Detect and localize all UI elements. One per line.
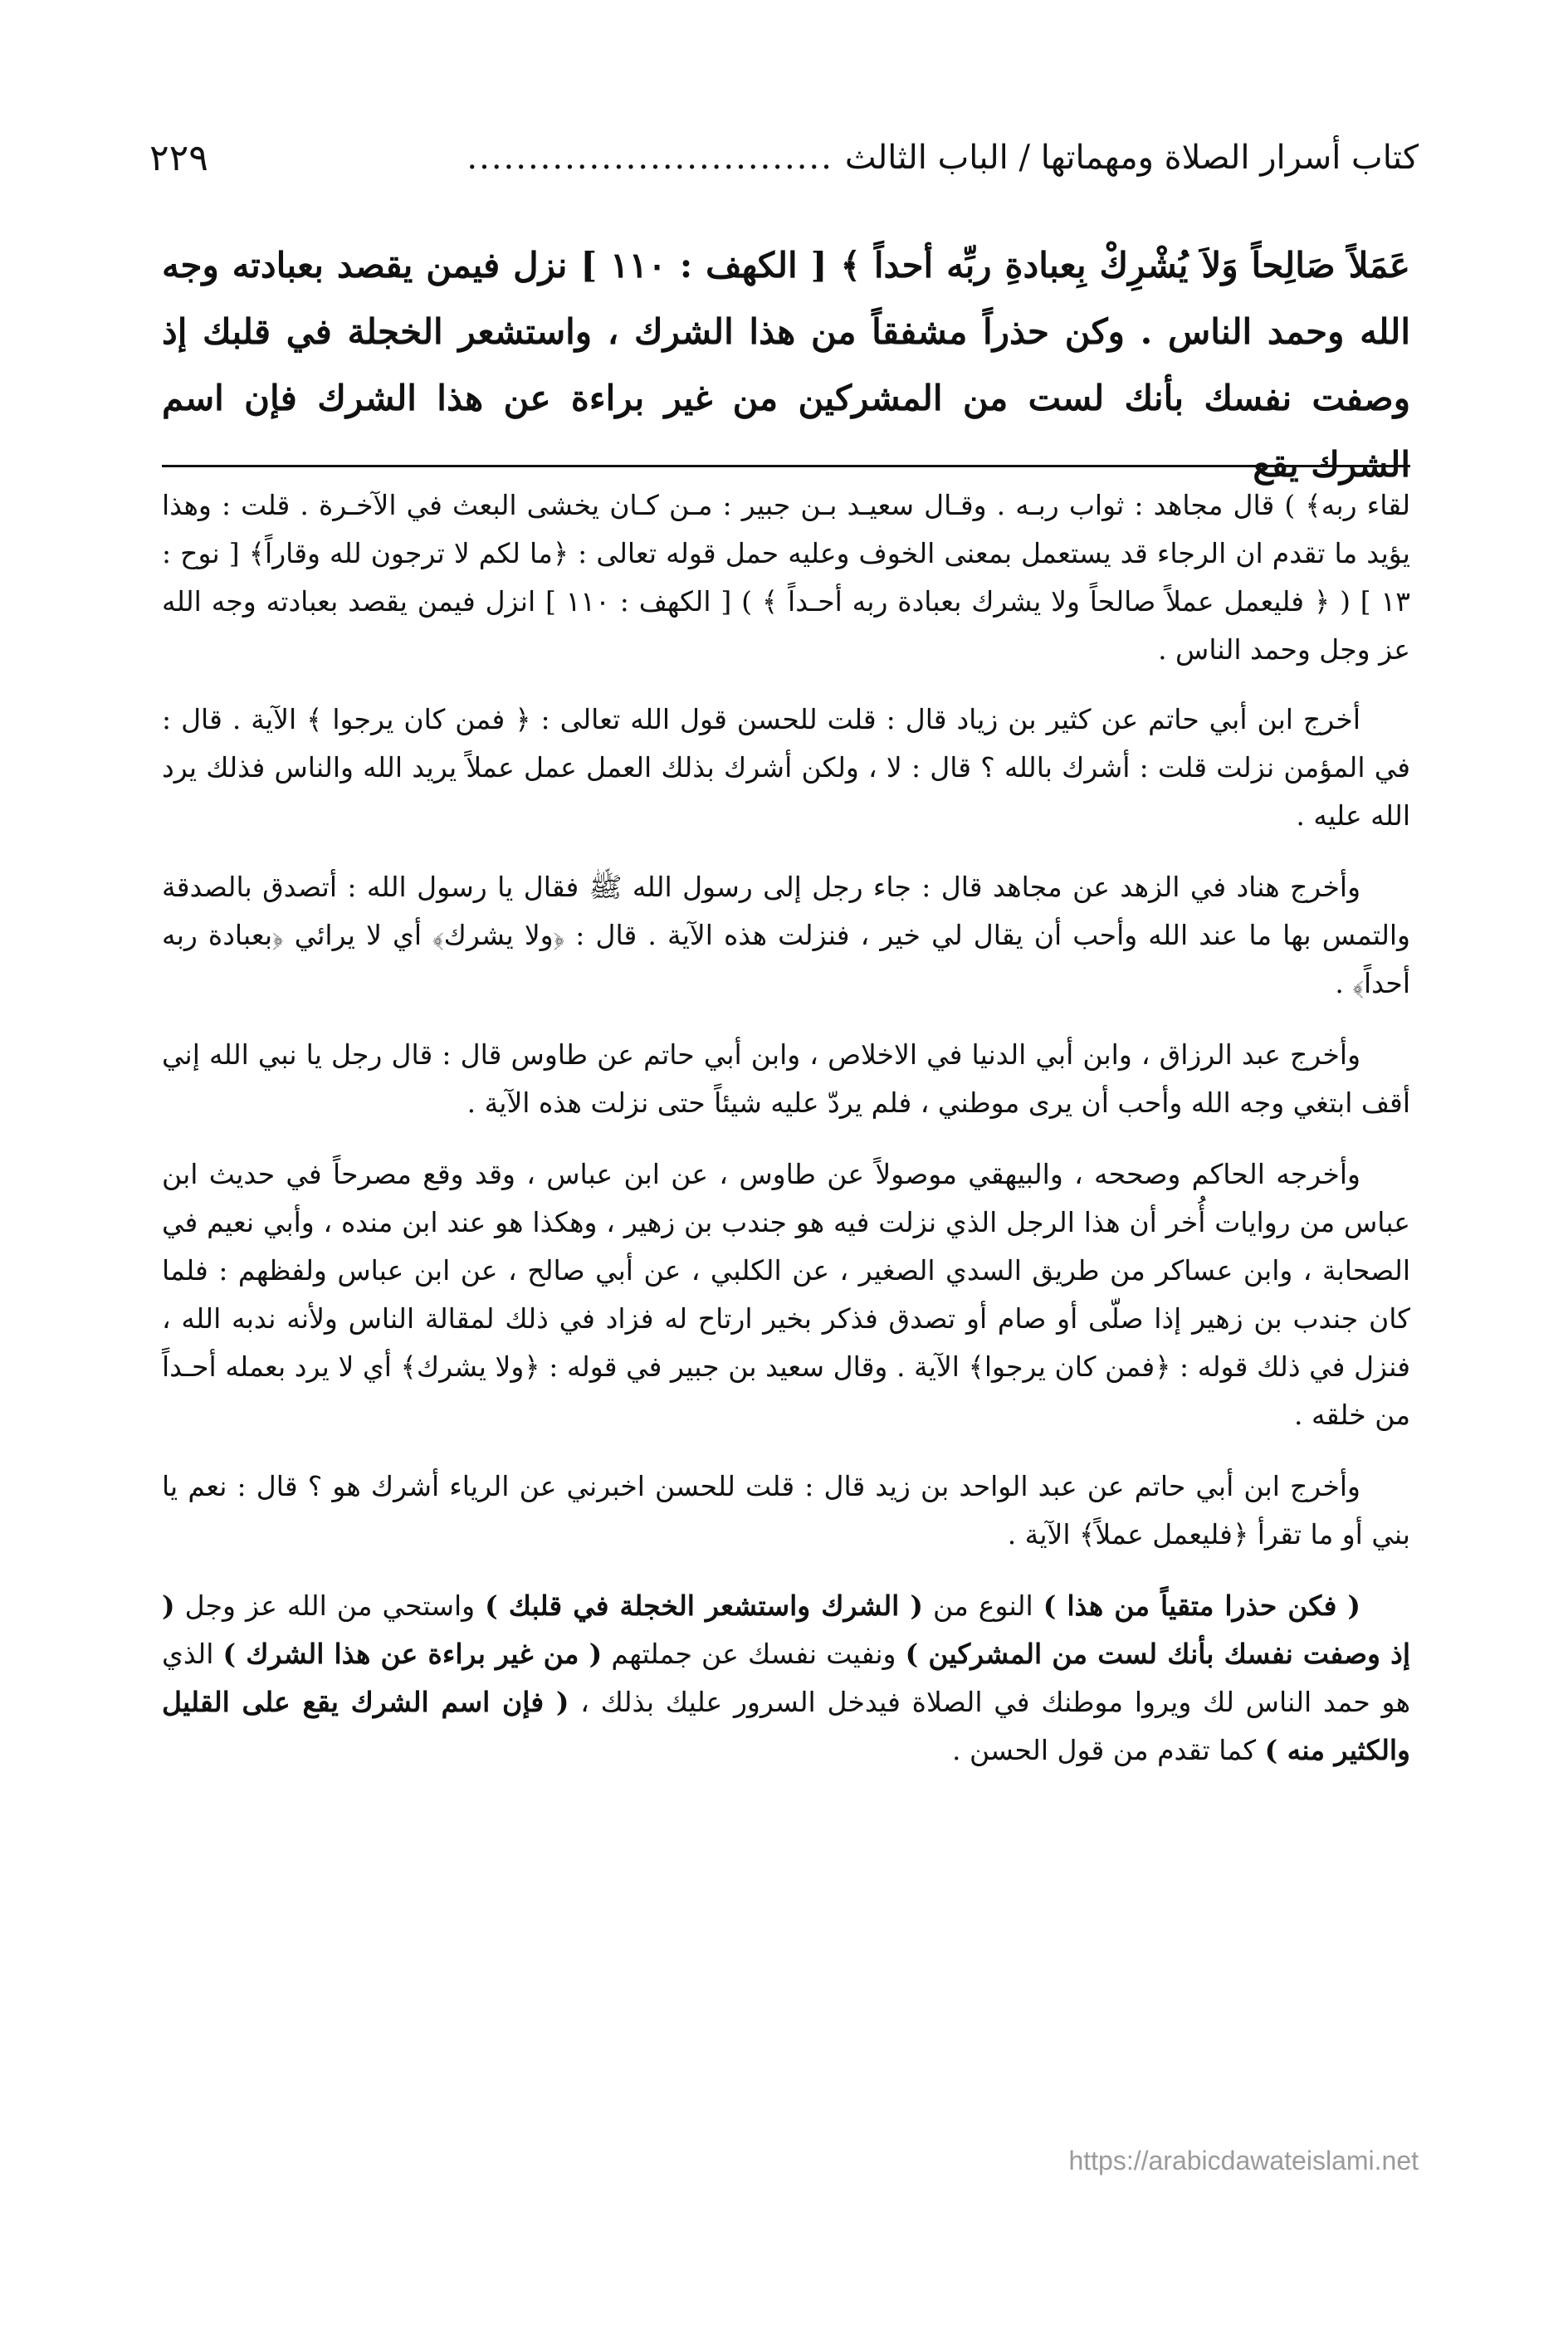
running-header <box>149 125 1419 191</box>
chapter-title: كتاب أسرار الصلاة ومهماتها / الباب الثالث <box>844 139 1419 177</box>
commentary <box>162 481 1410 1798</box>
commentary-paragraph-1: لقاء ربه﴾ ) قال مجاهد : ثواب ربـه . وقـال سعيـد بـن جبير : مـن كـان يخشى البعث في الآخـرة . قلت : وهذا يؤيد ما تقدم ان الرجاء قد يستعمل بمعنى الخوف وعليه حمل قوله تعالى : ﴿ما لكم لا ترجون لله وقاراً﴾ [ نوح : ١٣ ] ( ﴿ فليعمل عملاً صالحاً ولا يشرك بعبادة ربه أحـداً ﴾ ) [ الكهف : ١١٠ ] انزل فيمن يقصد بعبادته وجه الله عز وجل وحمد الناس . <box>162 489 1410 666</box>
footnote-divider <box>162 465 1410 467</box>
commentary-text: النوع من <box>922 1590 1043 1622</box>
commentary-paragraph-6: وأخرج ابن أبي حاتم عن عبد الواحد بن زيد قال : قلت للحسن اخبرني عن الرياء أشرك هو ؟ قال : نعم يا بني أو ما تقرأ ﴿فليعمل عملاً﴾ الآية . <box>162 1470 1410 1550</box>
main-paragraph: عَمَلاً صَالِحاً وَلاَ يُشْرِكْ بِعبادةِ ربِّه أحداً ﴾ [ الكهف : ١١٠ ] نزل فيمن يقصد بعبادته وجه الله وحمد الناس . وكن حذراً مشفقاً من هذا الشرك ، واستشعر الخجلة في قلبك إذ وصفت نفسك بأنك لست من المشركين من غير براءة عن هذا الشرك فإن اسم الشرك يقع <box>162 245 1410 485</box>
commentary-paragraph-3: وأخرج هناد في الزهد عن مجاهد قال : جاء رجل إلى رسول الله ﷺ فقال يا رسول الله : أتصدق بالصدقة والتمس بها ما عند الله وأحب أن يقال لي خير ، فنزلت هذه الآية . قال : ﴿ولا يشرك﴾ أي لا يرائي ﴿بعبادة ربه أحداً﴾ . <box>162 871 1410 999</box>
commentary-paragraph-2: أخرج ابن أبي حاتم عن كثير بن زياد قال : قلت للحسن قول الله تعالى : ﴿ فمن كان يرجوا ﴾ الآية . قال : في المؤمن نزلت قلت : أشرك بالله ؟ قال : لا ، ولكن أشرك بذلك العمل عمل عملاً يريد الله والناس فذلك يرد الله عليه . <box>162 703 1410 832</box>
leader-dots: .............................. <box>466 139 833 177</box>
page-number: ٢٢٩ <box>149 136 208 179</box>
commentary-paragraph-5: وأخرجه الحاكم وصححه ، والبيهقي موصولاً عن طاوس ، عن ابن عباس ، وقد وقع مصرحاً في حديث ابن عباس من روايات أُخر أن هذا الرجل الذي نزلت فيه هو جندب بن زهير ، وهكذا هو عند ابن منده ، وأبي نعيم في الصحابة ، وابن عساكر من طريق السدي الصغير ، عن الكلبي ، عن أبي صالح ، عن ابن عباس ولفظهم : فلما كان جندب بن زهير إذا صلّى أو صام أو تصدق فذكر بخير ارتاح له فزاد في ذلك لمقالة الناس ولأنه ندبه الله ، فنزل في ذلك قوله : ﴿فمن كان يرجوا﴾ الآية . وقال سعيد بن جبير في قوله : ﴿ولا يشرك﴾ أي لا يرد بعمله أحـداً من خلقه . <box>162 1158 1410 1431</box>
main-text <box>162 232 1410 498</box>
quoted-phrase-1: ( فكن حذرا متقياً من هذا ) <box>1043 1590 1361 1622</box>
quoted-phrase-5: ( فإن اسم الشرك يقع على القليل والكثير منه ) <box>162 1686 1410 1766</box>
commentary-text: كما تقدم من قول الحسن . <box>951 1734 1265 1766</box>
commentary-text: الذي هو حمد الناس لك ويروا موطنك في الصلاة فيدخل السرور عليك بذلك ، <box>162 1638 1410 1718</box>
commentary-paragraph-4: وأخرج عبد الرزاق ، وابن أبي الدنيا في الاخلاص ، وابن أبي حاتم عن طاوس قال : قال رجل يا نبي الله إني أقف ابتغي وجه الله وأحب أن يرى موطني ، فلم يردّ عليه شيئاً حتى نزلت هذه الآية . <box>162 1038 1410 1119</box>
commentary-text: واستحي من الله عز وجل <box>174 1590 486 1622</box>
watermark-url: https://arabicdawateislami.net <box>1068 2146 1419 2176</box>
commentary-text: ونفيت نفسك عن جملتهم <box>602 1638 906 1670</box>
commentary-paragraph-7 <box>162 1582 1410 1775</box>
quoted-phrase-4: ( من غير براءة عن هذا الشرك ) <box>222 1638 603 1670</box>
quoted-phrase-2: ( الشرك واستشعر الخجلة في قلبك ) <box>485 1590 923 1622</box>
quoted-phrase-3: ( إذ وصفت نفسك بأنك لست من المشركين ) <box>162 1590 1410 1670</box>
